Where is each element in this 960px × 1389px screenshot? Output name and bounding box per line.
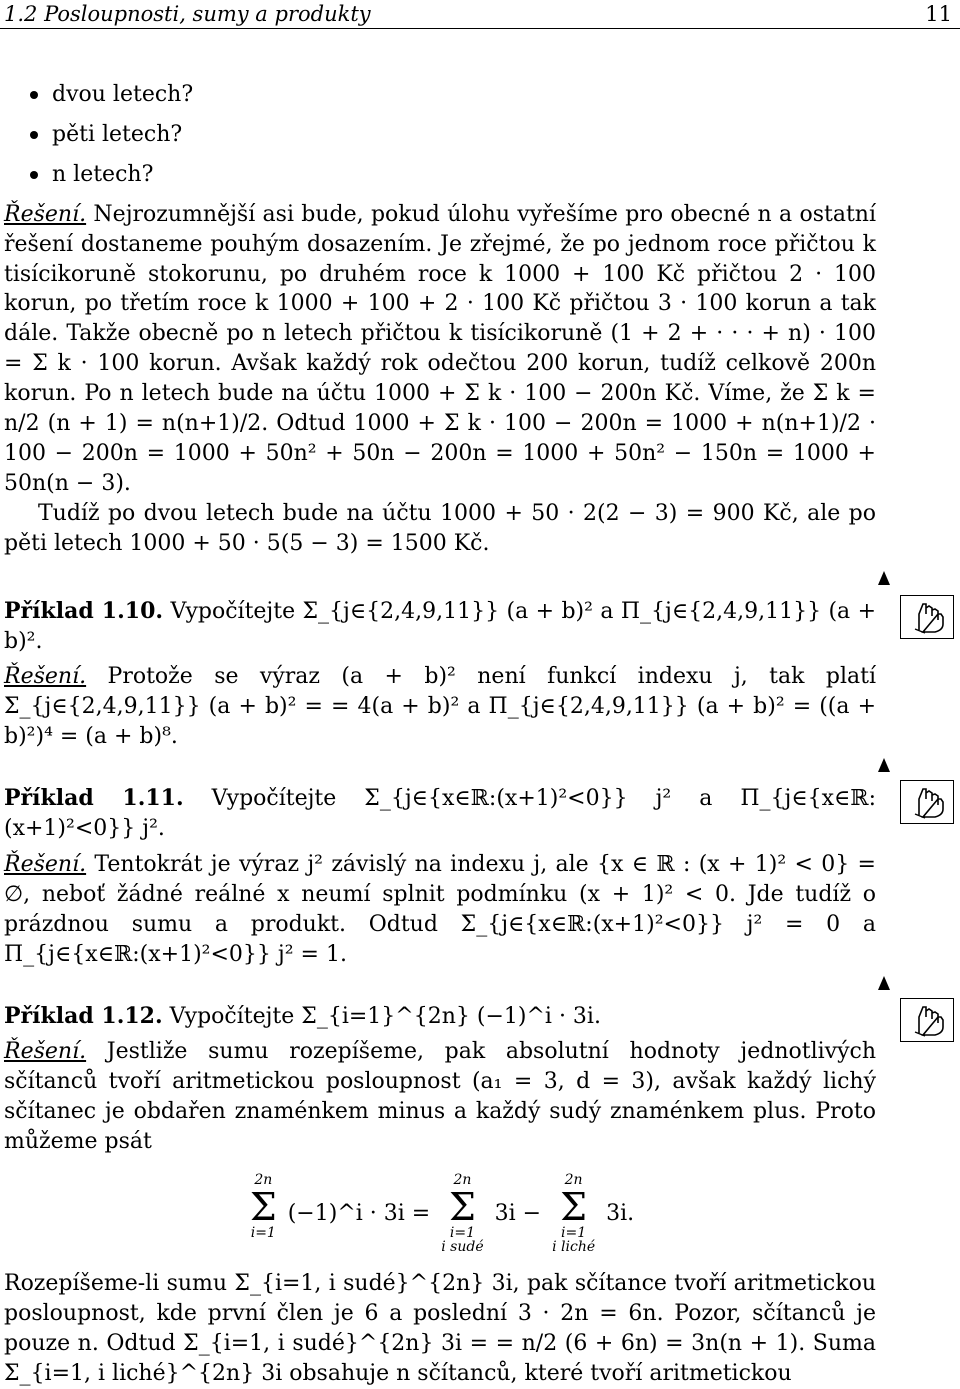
solution-text: Nejrozumnější asi bude, pokud úlohu vyřešíme pro obecné n a ostatní řešení dostaneme pouhým dosazením. Je zřejmé, že po jednom roce přičtou k tisícikoruně stokorunu, po druhém roce k 1000 + 100 Kč přičtou 2 · 100 korun, po třetím roce k 1000 + 100 + 2 · 100 Kč přičtou 3 · 100 korun a tak dále. Takže obecně po n letech přičtou k tisícikoruně (1 + 2 + · · · + n) · 100 = Σ k · 100 korun. Avšak každý rok odečtou 200 korun, tudíž celkově 200n korun. Po n letech bude na účtu 1000 + Σ k · 100 − 200n Kč. Víme, že Σ k = n/2 (n + 1) = n(n+1)/2. Odtud 1000 + Σ k · 100 − 200n = 1000 + n(n+1)/2 · 100 − 200n = 1000 + 50n² + 50n − 200n = 1000 + 50n² − 150n = 1000 + 50n(n − 3). (4, 201, 877, 496)
qed-triangle-icon (878, 758, 890, 772)
display-equation (4, 1173, 876, 1255)
example-heading: Příklad 1.12. (4, 1002, 163, 1029)
qed-triangle-icon (878, 976, 890, 990)
hand-pointer-icon (900, 595, 954, 639)
page-body (4, 80, 876, 1389)
example-1-11 (4, 784, 876, 993)
sum-symbol-even: 2n Σ i=1 i sudé (441, 1172, 484, 1256)
solution-text: Protože se výraz (a + b)² není funkcí indexu j, tak platí Σ_{j∈{2,4,9,11}} (a + b)² = = 4(a + b)² a Π_{j∈{2,4,9,11}} (a + b)² = ((a + b)²)⁴ = (a + b)⁸. (4, 664, 876, 750)
qed-row (4, 567, 876, 589)
solution-label: Řešení. (4, 664, 87, 690)
section-title: 1.2 Posloupnosti, sumy a produkty (4, 2, 371, 26)
example-1-12 (4, 1002, 876, 1389)
example-task: Vypočítejte Σ_{j∈{2,4,9,11}} (a + b)² a Π_{j∈{2,4,9,11}} (a + b)². (4, 598, 877, 654)
qed-triangle-icon (878, 571, 890, 585)
sum-condition: i liché (552, 1239, 596, 1256)
example-task: Vypočítejte Σ_{i=1}^{2n} (−1)^i · 3i. (169, 1003, 601, 1029)
solution-label: Řešení. (4, 851, 87, 877)
example-1-10 (4, 597, 876, 777)
hand-pointer-icon (900, 998, 954, 1042)
sum-condition: i sudé (441, 1239, 484, 1256)
bullet-list (52, 80, 876, 190)
qed-row (4, 970, 876, 994)
example-heading: Příklad 1.11. (4, 785, 184, 812)
solution-continuation: Rozepíšeme-li sumu Σ_{i=1, i sudé}^{2n} 3i, pak sčítance tvoří aritmetickou posloupnost, kde první člen je 6 a poslední 3 · 2n = 6n. Pozor, sčítanců je pouze n. Odtud Σ_{i=1, i sudé}^{2n} 3i = = n/2 (6 + 6n) = 3n(n + 1). Suma Σ_{i=1, i liché}^{2n} 3i obsahuje n sčítanců, které tvoří aritmetickou (4, 1271, 876, 1386)
solution-text: Jestliže sumu rozepíšeme, pak absolutní hodnoty jednotlivých sčítanců tvoří aritmetickou posloupnost (a₁ = 3, d = 3), avšak každý lichý sčítanec je obdařen znaménkem minus a každý sudý znaménkem plus. Proto můžeme psát (4, 1039, 876, 1155)
solution-label: Řešení. (4, 201, 87, 227)
solution-paragraph (4, 200, 876, 499)
sum-lower: i=1 (250, 1224, 276, 1241)
page-number: 11 (925, 2, 952, 26)
list-item: dvou letech? (52, 80, 876, 110)
qed-row (4, 752, 876, 776)
sum-upper: 2n (254, 1172, 273, 1189)
list-item: pěti letech? (52, 120, 876, 150)
equation-term: 3i − (494, 1201, 542, 1227)
example-task: Vypočítejte Σ_{j∈{x∈ℝ:(x+1)²<0}} j² a Π_{j∈{x∈ℝ:(x+1)²<0}} j². (4, 786, 876, 842)
solution-text: Tentokrát je výraz j² závislý na indexu j, ale {x ∈ ℝ : (x + 1)² < 0} = ∅, neboť žádné reálné x neumí splnit podmínku (x + 1)² < 0. Jde tudíž o prázdnou sumu a produkt. Odtud Σ_{j∈{x∈ℝ:(x+1)²<0}} j² = 0 a Π_{j∈{x∈ℝ:(x+1)²<0}} j² = 1. (4, 851, 876, 967)
equation-term: 3i. (606, 1201, 635, 1227)
example-heading: Příklad 1.10. (4, 597, 164, 624)
hand-pointer-icon (900, 780, 954, 824)
sum-symbol: 2n Σ i=1 (249, 1172, 277, 1241)
equation-term: (−1)^i · 3i = (287, 1201, 431, 1227)
list-item: n letech? (52, 160, 876, 190)
solution-label: Řešení. (4, 1039, 87, 1065)
sum-symbol-odd: 2n Σ i=1 i liché (552, 1172, 596, 1256)
page-header (0, 0, 960, 29)
solution-conclusion: Tudíž po dvou letech bude na účtu 1000 + 50 · 2(2 − 3) = 900 Kč, ale po pěti letech 1000 + 50 · 5(5 − 3) = 1500 Kč. (4, 500, 876, 556)
